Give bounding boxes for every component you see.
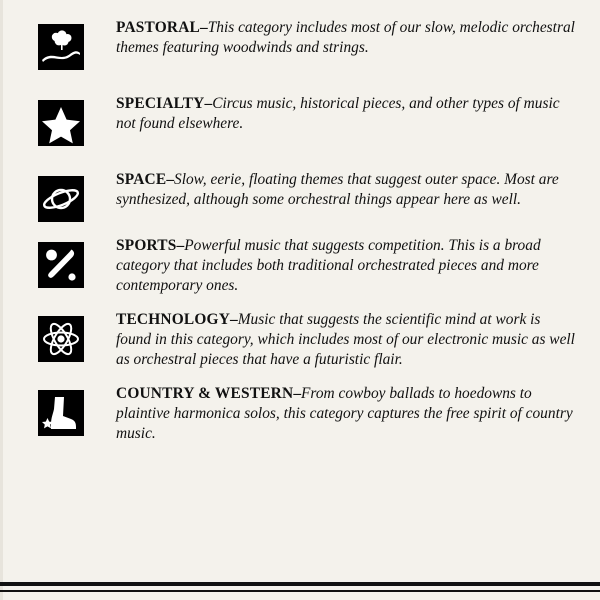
- entry-title: PASTORAL: [116, 19, 200, 36]
- list-item: [0, 18, 600, 70]
- list-item: [0, 384, 600, 444]
- entry-text: [116, 170, 578, 210]
- entry-dash: –: [166, 171, 175, 188]
- footer-rules: [0, 582, 600, 592]
- baseball-bat-ball-icon: [38, 242, 84, 288]
- entry-text: [116, 384, 578, 444]
- list-item: [0, 170, 600, 222]
- entry-body: Music that suggests the scientific mind at work is found in this category, which includes most of our electronic music as well as orchestral pieces that have a futuristic flair.: [116, 311, 575, 369]
- entry-body: This category includes most of our slow, melodic orchestral themes featuring woodwinds and strings.: [116, 19, 575, 57]
- cowboy-boot-icon: [38, 390, 84, 436]
- entry-dash: –: [176, 237, 185, 254]
- entry-title: COUNTRY & WESTERN: [116, 385, 294, 403]
- footer-rule-thin: [0, 590, 600, 592]
- entry-text: [116, 310, 578, 370]
- entry-dash: –: [293, 385, 302, 403]
- entry-body: Circus music, historical pieces, and other types of music not found elsewhere.: [116, 95, 560, 133]
- entry-body: Slow, eerie, floating themes that suggest outer space. Most are synthesized, although some orchestral things appear here as well.: [116, 171, 559, 209]
- footer-rule-thick: [0, 582, 600, 586]
- entry-text: [116, 18, 578, 58]
- entry-dash: –: [204, 95, 213, 112]
- entry-dash: –: [230, 311, 238, 329]
- pastoral-landscape-icon: [38, 24, 84, 70]
- planet-saturn-icon: [38, 176, 84, 222]
- entry-title: TECHNOLOGY: [116, 311, 231, 329]
- entry-title: SPORTS: [116, 237, 177, 254]
- entry-dash: –: [200, 19, 208, 36]
- list-item: [0, 236, 600, 296]
- entry-text: [116, 236, 578, 296]
- list-item: [0, 94, 600, 146]
- category-list: [0, 18, 600, 444]
- entry-body: From cowboy ballads to hoedowns to plaintive harmonica solos, this category captures the free spirit of country music.: [116, 385, 573, 443]
- atom-icon: [38, 316, 84, 362]
- entry-title: SPACE: [116, 171, 167, 188]
- entry-text: [116, 94, 578, 134]
- list-item: [0, 310, 600, 370]
- entry-title: SPECIALTY: [116, 95, 205, 112]
- entry-body: Powerful music that suggests competition. This is a broad category that includes both traditional orchestrated pieces and more contemporary ones.: [116, 237, 541, 295]
- star-icon: [38, 100, 84, 146]
